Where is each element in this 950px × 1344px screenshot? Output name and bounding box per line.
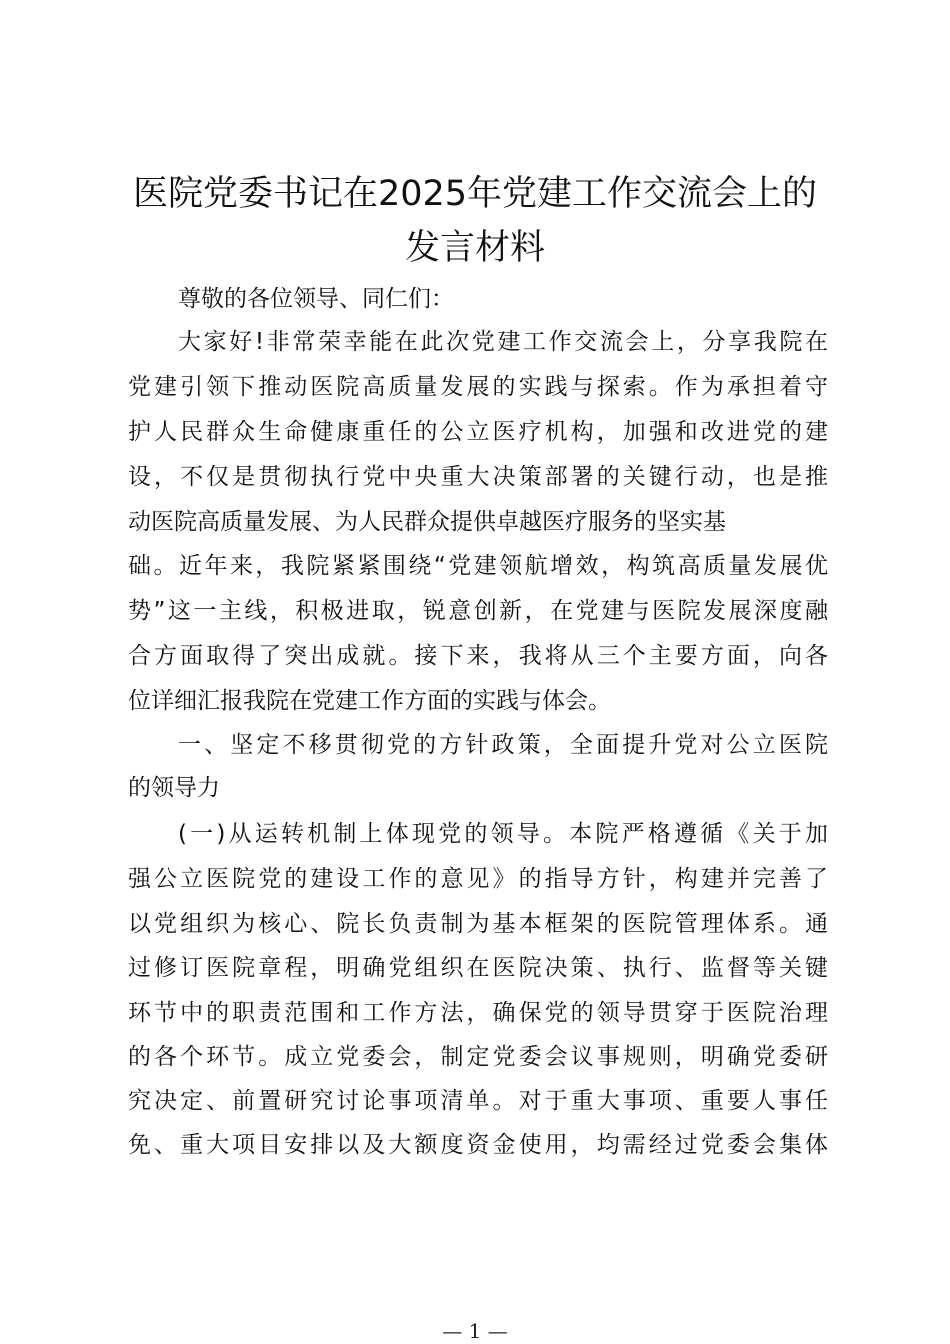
paragraph-line: 免、重大项目安排以及大额度资金使用，均需经过党委会集体 — [128, 1132, 828, 1158]
paragraph-line: 的各个环节。成立党委会，制定党委会议事规则，明确党委研 — [128, 1044, 828, 1070]
paragraph-line: 过修订医院章程，明确党组织在医院决策、执行、监督等关键 — [128, 955, 828, 981]
paragraph-line: 大家好!非常荣幸能在此次党建工作交流会上，分享我院在 — [178, 329, 828, 355]
paragraph-line: 以党组织为核心、院长负责制为基本框架的医院管理体系。通 — [128, 911, 828, 937]
paragraph-line: 础。近年来，我院紧紧围绕“党建领航增效，构筑高质量发展优 — [128, 553, 828, 579]
paragraph-line: 环节中的职责范围和工作方法，确保党的领导贯穿于医院治理 — [128, 1000, 828, 1026]
page-number: — 1 — — [442, 1319, 508, 1343]
document-title-line-1: 医院党委书记在2025年党建工作交流会上的 — [132, 174, 818, 214]
paragraph-line: 强公立医院党的建设工作的意见》的指导方针，构建并完善了 — [128, 866, 828, 892]
paragraph-line: 势”这一主线，积极进取，锐意创新，在党建与医院发展深度融 — [128, 598, 828, 624]
paragraph-line: 党建引领下推动医院高质量发展的实践与探索。作为承担着守 — [128, 374, 828, 400]
section-heading-line: 的领导力 — [128, 775, 220, 801]
section-heading-line: 一、坚定不移贯彻党的方针政策，全面提升党对公立医院 — [178, 732, 828, 758]
paragraph-line: 动医院高质量发展、为人民群众提供卓越医疗服务的坚实基 — [128, 509, 726, 535]
paragraph-line: 合方面取得了突出成就。接下来，我将从三个主要方面，向各 — [128, 643, 828, 669]
paragraph-line: 位详细汇报我院在党建工作方面的实践与体会。 — [128, 688, 611, 714]
document-title-line-2: 发言材料 — [404, 228, 545, 268]
paragraph-line: (一)从运转机制上体现党的领导。本院严格遵循《关于加 — [178, 821, 828, 847]
paragraph-line: 设，不仅是贯彻执行党中央重大决策部署的关键行动，也是推 — [128, 464, 828, 490]
paragraph-line: 究决定、前置研究讨论事项清单。对于重大事项、重要人事任 — [128, 1088, 828, 1114]
salutation: 尊敬的各位领导、同仁们： — [178, 286, 454, 312]
paragraph-line: 护人民群众生命健康重任的公立医疗机构，加强和改进党的建 — [128, 419, 828, 445]
